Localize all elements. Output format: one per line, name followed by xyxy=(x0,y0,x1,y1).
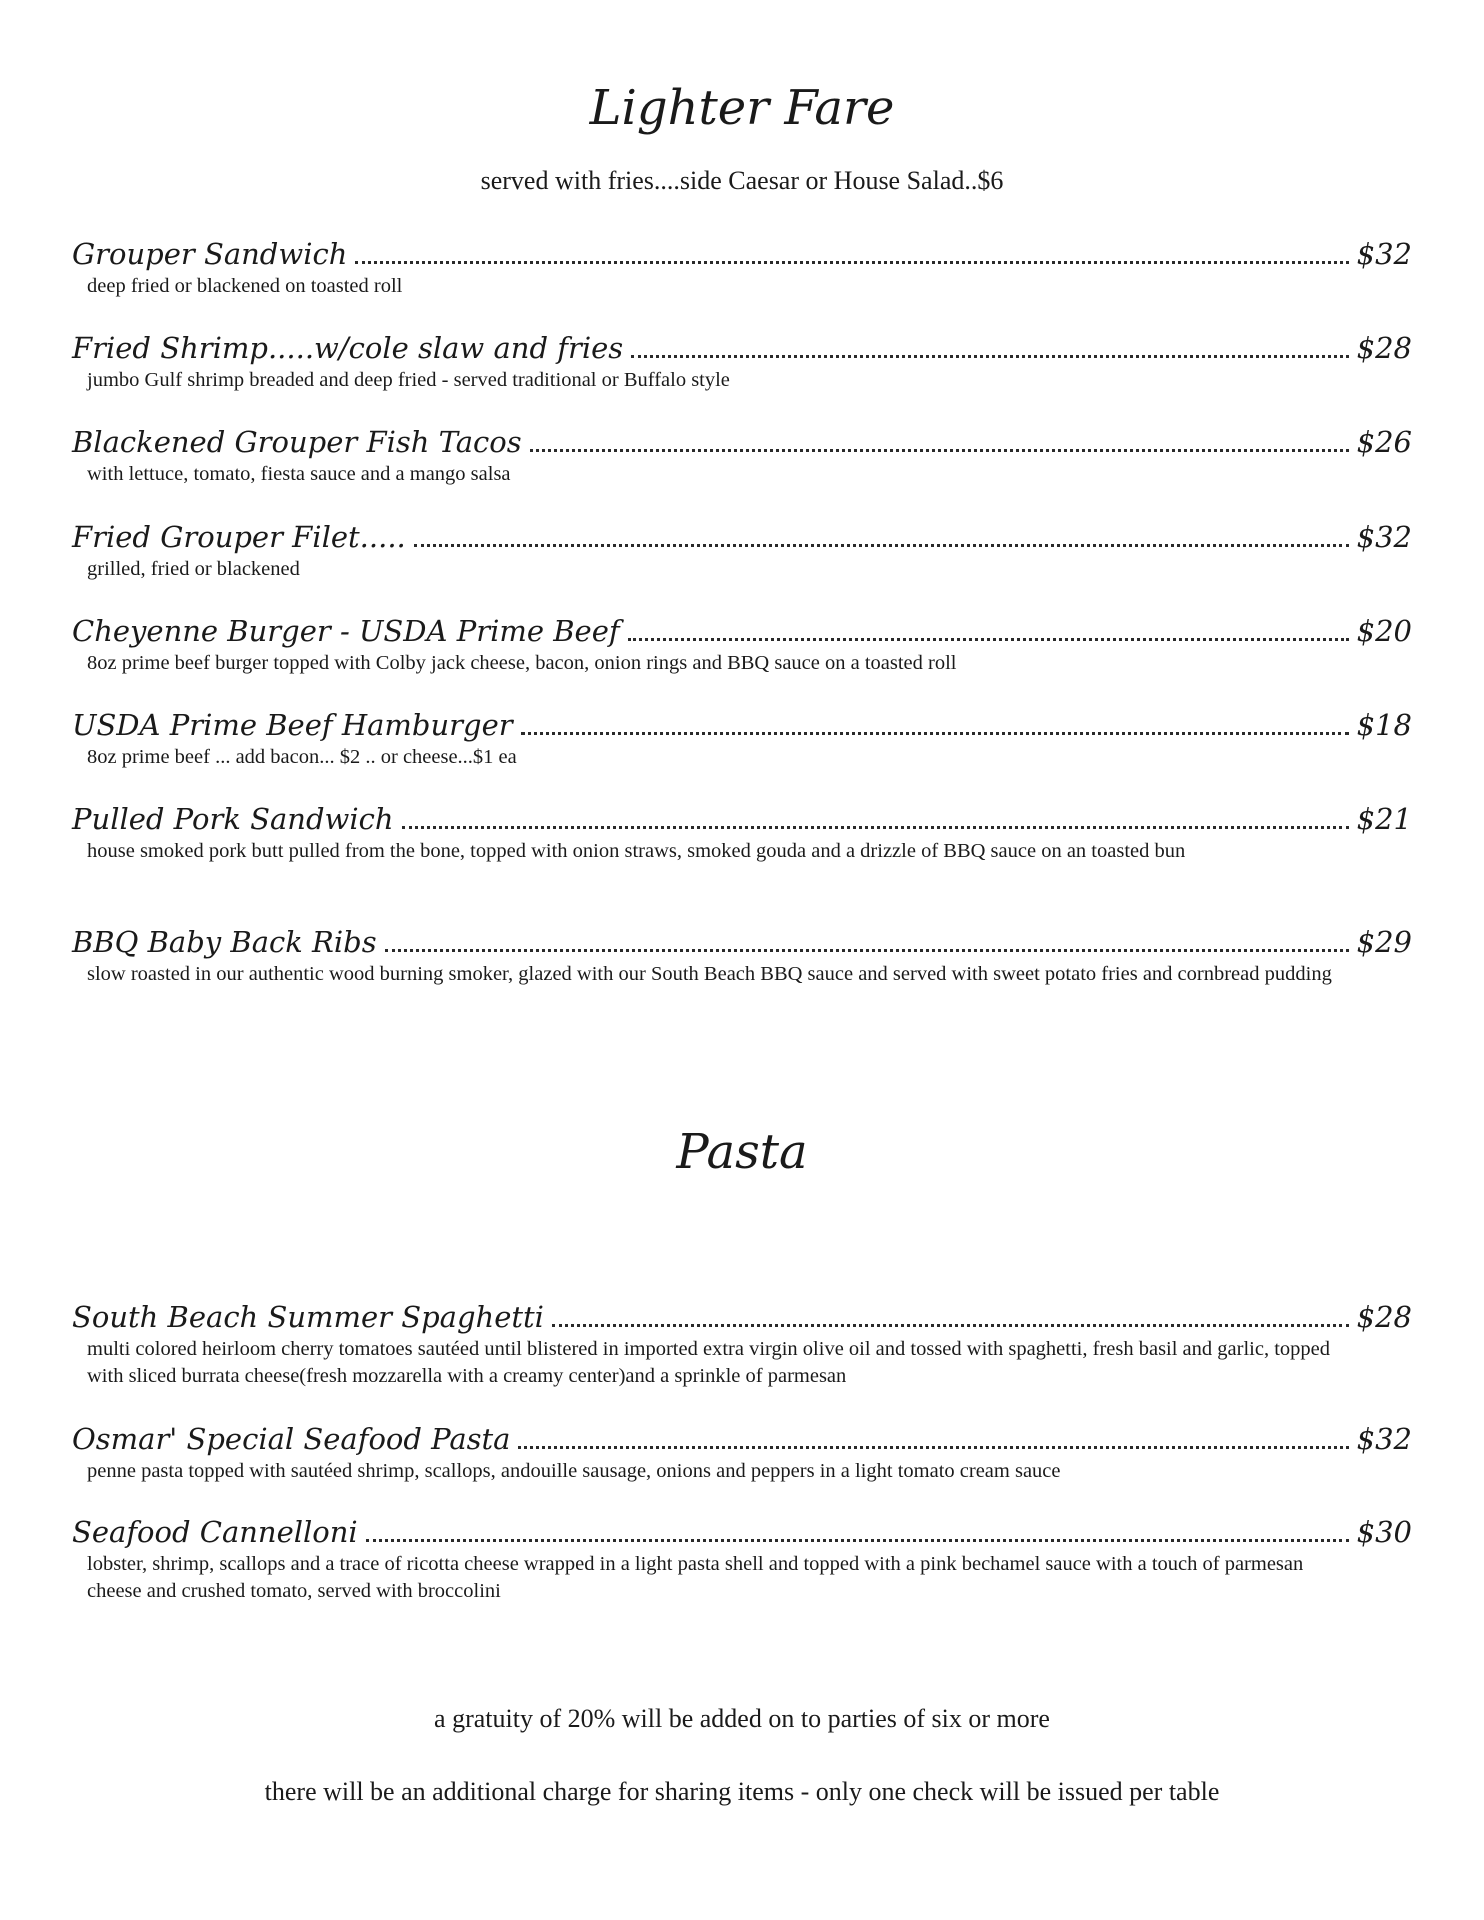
menu-item-name: Osmar' Special Seafood Pasta xyxy=(72,1422,511,1456)
menu-item-description: jumbo Gulf shrimp breaded and deep fried - served traditional or Buffalo style xyxy=(87,369,730,391)
menu-item-price: $30 xyxy=(1356,1515,1412,1549)
menu-item xyxy=(72,1515,1412,1605)
menu-item-description: penne pasta topped with sautéed shrimp, scallops, andouille sausage, onions and peppers in a light tomato cream sauce xyxy=(87,1460,1061,1482)
menu-item-price: $28 xyxy=(1356,331,1412,365)
menu-item-name: Fried Grouper Filet..... xyxy=(72,520,406,554)
dot-leader xyxy=(552,1324,1349,1327)
menu-item xyxy=(72,708,1412,771)
gratuity-note: a gratuity of 20% will be added on to parties of six or more xyxy=(434,1704,1050,1733)
pasta-title: Pasta xyxy=(676,1124,808,1180)
menu-item xyxy=(72,925,1412,988)
menu-item-name: Seafood Cannelloni xyxy=(72,1515,358,1549)
menu-item-description: deep fried or blackened on toasted roll xyxy=(87,275,403,297)
menu-item-price: $28 xyxy=(1356,1300,1412,1334)
menu-item-price: $18 xyxy=(1356,708,1412,742)
menu-item-name: USDA Prime Beef Hamburger xyxy=(72,708,513,742)
sharing-note: there will be an additional charge for sharing items - only one check will be issued per table xyxy=(264,1777,1220,1806)
menu-item-description: grilled, fried or blackened xyxy=(87,558,300,580)
menu-item-price: $20 xyxy=(1356,614,1412,648)
menu-item xyxy=(72,802,1412,865)
menu-item-description: slow roasted in our authentic wood burning smoker, glazed with our South Beach BBQ sauce and served with sweet potato fries and cornbread pudding xyxy=(87,963,1332,985)
dot-leader xyxy=(628,638,1349,641)
menu-item-price: $32 xyxy=(1356,520,1412,554)
menu-item xyxy=(72,1422,1412,1485)
menu-item-price: $26 xyxy=(1356,425,1412,459)
menu-item xyxy=(72,614,1412,677)
menu-item-name: Cheyenne Burger - USDA Prime Beef xyxy=(72,614,620,648)
menu-item xyxy=(72,520,1412,583)
menu-item-price: $32 xyxy=(1356,237,1412,271)
menu-item-name: Grouper Sandwich xyxy=(72,237,348,271)
menu-item-description: with lettuce, tomato, fiesta sauce and a mango salsa xyxy=(87,463,511,485)
menu-item-description: lobster, shrimp, scallops and a trace of ricotta cheese wrapped in a light pasta shell and topped with a pink bechamel sauce with a touch of parmesan cheese and crushed tomato, served with broccolini xyxy=(87,1553,1304,1602)
dot-leader xyxy=(366,1539,1349,1542)
menu-item-description: 8oz prime beef ... add bacon... $2 .. or cheese...$1 ea xyxy=(87,746,517,768)
dot-leader xyxy=(631,355,1348,358)
menu-item xyxy=(72,425,1412,488)
menu-item-name: Blackened Grouper Fish Tacos xyxy=(72,425,522,459)
lighter-fare-subtitle: served with fries....side Caesar or House Salad..$6 xyxy=(480,166,1004,195)
menu-item-price: $21 xyxy=(1356,802,1412,836)
dot-leader xyxy=(530,449,1349,452)
menu-item-description: 8oz prime beef burger topped with Colby jack cheese, bacon, onion rings and BBQ sauce on a toasted roll xyxy=(87,652,957,674)
menu-item xyxy=(72,331,1412,394)
dot-leader xyxy=(385,949,1349,952)
dot-leader xyxy=(402,826,1349,829)
dot-leader xyxy=(518,1446,1348,1449)
dot-leader xyxy=(414,544,1349,547)
menu-item-name: South Beach Summer Spaghetti xyxy=(72,1300,544,1334)
menu-item xyxy=(72,1300,1412,1390)
menu-item-price: $29 xyxy=(1356,925,1412,959)
menu-item xyxy=(72,237,1412,300)
menu-item-description: multi colored heirloom cherry tomatoes sautéed until blistered in imported extra virgin olive oil and tossed with spaghetti, fresh basil and garlic, topped with sliced burrata cheese(fresh mozzarella with a creamy center)and a sprinkle of parmesan xyxy=(87,1338,1330,1387)
dot-leader xyxy=(355,261,1348,264)
menu-item-price: $32 xyxy=(1356,1422,1412,1456)
menu-item-name: Fried Shrimp.....w/cole slaw and fries xyxy=(72,331,624,365)
menu-item-description: house smoked pork butt pulled from the bone, topped with onion straws, smoked gouda and a drizzle of BBQ sauce on an toasted bun xyxy=(87,840,1186,862)
dot-leader xyxy=(521,732,1349,735)
lighter-fare-title: Lighter Fare xyxy=(589,80,895,136)
menu-item-name: Pulled Pork Sandwich xyxy=(72,802,394,836)
menu-item-name: BBQ Baby Back Ribs xyxy=(72,925,377,959)
